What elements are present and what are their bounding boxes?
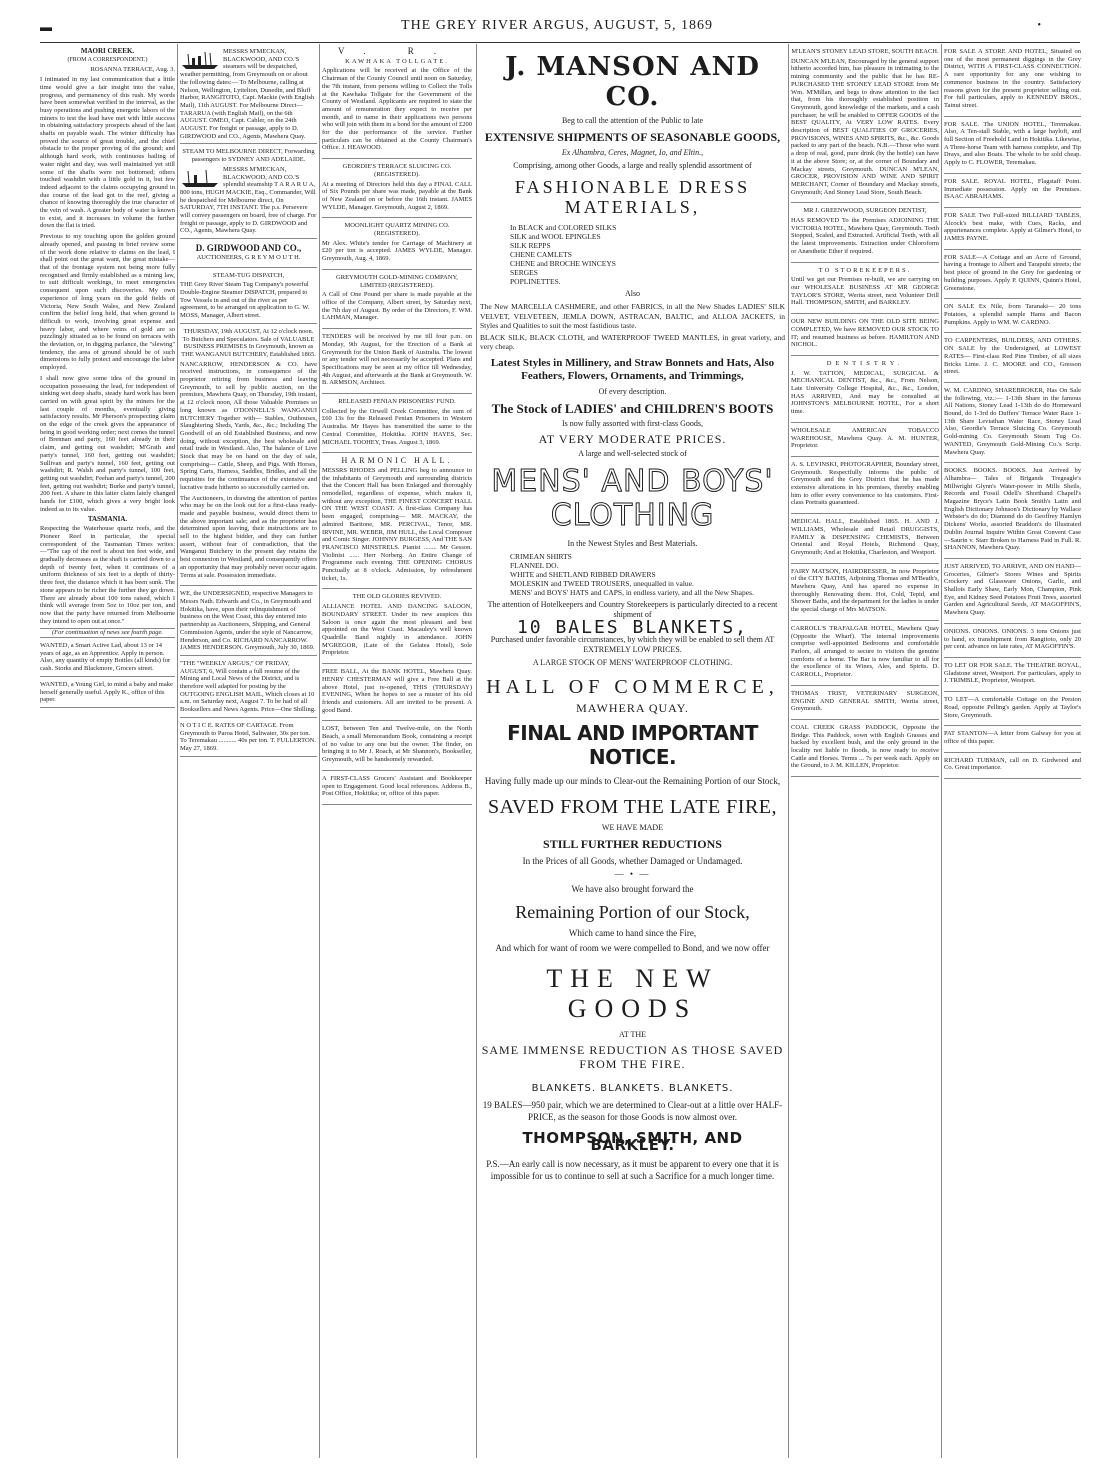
ad-heading: RELEASED FENIAN PRISONERS' FUND. bbox=[338, 398, 456, 406]
ad-text: TO LET OR FOR SALE. The THEATRE ROYAL, Gladstone street, Westport. For particulars, apply to J. TRIMBLE, Proprietor, Westport. bbox=[944, 662, 1081, 685]
ad-heading: The Stock of LADIES' and CHILDREN'S BOOTS bbox=[491, 400, 774, 416]
ad-text: THE Grey River Steam Tug Company's powerful Double-Engine Steamer DISPATCH, prepared to Tow Vessels in and out of the river as per agreement, to be arranged on application to G. W. MOSS, Manager, Albert street. bbox=[180, 281, 310, 320]
ad-line: Is now fully assorted with first-class Goods, bbox=[561, 418, 704, 428]
ad-text: FOR SALE A STORE AND HOTEL, Situated on one of the most permanent diggings in the Grey District, WITH A FIRST-CLASS CONNECTION. A rare opportunity for any one wishing to commence business in the country. Satisfactory reasons given for the present proprietor selling out. For full particulars, apply to KENNEDY BROS., Tainui street. bbox=[944, 48, 1081, 109]
ad-richard-tubman bbox=[944, 755, 1081, 779]
ad-heading: KAWHAKA TOLLGATE. bbox=[345, 57, 449, 65]
ad-books bbox=[944, 465, 1081, 559]
ad-pat-stanton bbox=[944, 728, 1081, 752]
ad-text: ONIONS. ONIONS. ONIONS. 3 tons Onions just to hand, ex transhipment from Rangitoto, only 20 per cent. advance on late rates, AT MAGOFFIN'S. bbox=[944, 627, 1081, 651]
ad-storekeepers bbox=[791, 265, 939, 315]
ad-paragraph: The New MARCELLA CASHMERE, and other FABRICS, in all the New Shades LADIES' SILK VELVET, VELVETEEN, JEMLA DOWN, ASTRACAN, BALTIC, and ALLOA JACKETS, in Styles and Qualities to suit the most fastidious taste. bbox=[480, 302, 785, 330]
list-item: FLANNEL DO. bbox=[510, 560, 559, 570]
ad-text: WANTED, a Young Girl, to mind a baby and make herself generally useful. Apply K., office of this paper. bbox=[40, 680, 173, 704]
ad-heading: STILL FURTHER REDUCTIONS bbox=[543, 837, 722, 852]
ad-text: WE, the UNDERSIGNED, respective Managers to Messrs Nath. Edwards and Co., in Greymouth and Hokitika, have, upon their relinquishment of business on the West Coast, this day entered into partnership as Auctioneers, Shipping, and General Commission Agents, under the style of Nancarrow, Henderson, and Co. RICHARD NANCARROW. JAMES HENDERSON. Greymouth, July 30, 1869. bbox=[180, 590, 315, 652]
ad-dentistry bbox=[791, 358, 939, 423]
ad-onions bbox=[944, 626, 1081, 658]
article-subheading: (FROM A CORRESPONDENT.) bbox=[67, 56, 148, 63]
ad-text: MESSRS RHODES and PELLING beg to announce to the inhabitants of Greymouth and surrounding districts that the Concert Hall has been Enlarged and thoroughly remodelled, regardless of expense, which makes it, without any exception, THE FINEST CONCERT HALL ON THE WEST COAST. A first-class Company has been engaged, comprising— MR. MACKAY, the admired Baritone, MR. PERCIVAL, Tenor, MR. IRVINE, MR. WEBER, JIM HULL, the Local Composer and Comic Singer. JOHNNY BURGESS, And THE SAN FRANCISCO MINSTRELS. Pianist ........ Mr Gesson. Violinist ...... Herr Norberg. An Entire Change of Programme each evening. THE OPENING CHORUS Punctually at 8 o'clock. Admission, by refreshment ticket, 1s. bbox=[322, 466, 472, 582]
column-divider bbox=[788, 44, 789, 1458]
ad-hairdresser bbox=[791, 566, 939, 621]
ad-line: MAWHERA QUAY. bbox=[576, 701, 689, 716]
ad-medical-hall bbox=[791, 516, 939, 564]
ad-text: MESSRS M'MECKAN, BLACKWOOD, AND CO.'S splendid steamship T A R A R U A, 800 tons, HUGH MACKIE, Esq., Commander, Will be despatched for Melbourne direct, On SATURDAY, 7TH INSTANT. The p.s. Persevere will convey passengers on board, free of charge. For freight or passage, apply to D. GIRDWOOD and CO., Agents, Mawhera Quay. bbox=[180, 165, 317, 235]
ad-trafalgar-hotel bbox=[791, 623, 939, 686]
ad-text: A Call of One Pound per share is made payable at the office of the Company, Albert street, by Saturday next, the 7th day of August. By order of the Directors, F. WM. LAHMAN, Manager. bbox=[322, 291, 472, 322]
ad-text: ON SALE Ex Nile, from Taranaki— 20 tons Potatoes, a splendid sample Hams and Bacon Pumpkins. Apply to WM. W. CARDNO. bbox=[944, 303, 1081, 326]
column-shipping bbox=[180, 46, 317, 1458]
article-paragraph: Respecting the Waterhouse quartz reefs, and the Pioneer Reef in particular, the special correspondent of the Tasmanian Times writes:—"The cap of the reef is about ten feet wide, and gradually decreases as the shaft is carried down to a depth of twenty feet, when it continues of a uniform thickness of six feet to a depth of thirty-three feet, the distance which it has been sunk. The stone appears to be richer the further they go down. There are already about 100 tons raised, which I think will average from 5oz to 10oz per ton, and now that the party have returned from Melbourne they intend to open out at once." bbox=[40, 525, 175, 625]
ad-text: Mr Alex. White's tender for Carriage of Machinery at £20 per ton is accepted. JAMES WYLDE, Manager. Greymouth, Aug. 4, 1869. bbox=[322, 239, 472, 263]
ad-line: Also bbox=[624, 289, 641, 298]
ad-lost-book bbox=[322, 723, 472, 771]
ad-text: PAT STANTON—A letter from Galway for you at office of this paper. bbox=[944, 730, 1081, 745]
ad-heading: GEORDIE'S TERRACE SLUICING CO. (REGISTERED). bbox=[342, 163, 452, 178]
fabric-list bbox=[510, 223, 785, 286]
ad-sharebroker bbox=[944, 385, 1081, 463]
ad-on-sale-potatoes bbox=[944, 301, 1081, 333]
ad-heading-saved: SAVED FROM THE LATE FIRE, bbox=[487, 796, 777, 819]
ad-for-sale-billiards bbox=[944, 210, 1081, 250]
ad-text: THOMAS TRIST, VETERINARY SURGEON, ENGINE AND GENERAL SMITH, Werita street, Greymouth. bbox=[791, 689, 939, 713]
ad-title-manson: J. MANSON AND CO. bbox=[505, 52, 760, 112]
ad-heading: HARMONIC HALL. bbox=[341, 456, 453, 466]
ad-heading: THURSDAY, 19th AUGUST, At 12 o'clock noon. To Butchers and Speculators. Sale of VALUABLE BUSINESS PREMISES In Greymouth, known as THE WANGANUI BUTCHERY, Established 1865. bbox=[181, 327, 316, 358]
ad-line: Ex Alhambra, Ceres, Magnet, Io, and Eltin., bbox=[561, 148, 704, 157]
ornament-divider: — • — bbox=[614, 869, 651, 880]
ad-line: In the Prices of all Goods, whether Damaged or Undamaged. bbox=[522, 856, 743, 867]
ad-heading: EXTENSIVE SHIPMENTS OF SEASONABLE GOODS, bbox=[484, 130, 781, 144]
masthead-rule bbox=[40, 42, 1080, 43]
ad-steam-melbourne bbox=[180, 146, 317, 239]
ad-text: The Auctioneers, in drawing the attention of parties who may be on the look out for a first-class ready-made and payable business, would direct them to the above important sale; and as the proprietor has determined upon leaving, their instructions are to sell to the highest bidder, and they can further assert, without fear of contradiction, that the Wanganui Butchery in the present day retains the best connexion in Westland, and consequently offers an opportunity that may probably never occur again. Terms at sale. Possession immediate. bbox=[180, 494, 317, 579]
ad-text: LOST, between Ten and Twelve-mile, on the North Beach, a small Memorandum Book, containing a receipt of no value to any one but the owner. The finder, on bringing it to Mr J. Roach, at Mr Shannon's, Bookseller, Greymouth, will be handsomely rewarded. bbox=[322, 725, 472, 764]
ad-heading: MR J. GREENWOOD, SURGEON DENTIST, bbox=[803, 207, 927, 215]
ad-text: FOR SALE. The UNION HOTEL, Teremakau. Also, A Ten-stall Stable, with a large hayloft, and full Section of Freehold Land in Hokitika. Likewise, A Three-horse Team with harness complete, and Tip Drays, and also Boats. The whole to be sold cheap. Apply to C. FLOWER, Teremakau. bbox=[944, 120, 1081, 167]
ad-text: A FIRST-CLASS Grocers' Assistant and Bookkeeper open to Engagement. Good local references. Address B., Post Office, Hokitika; or, office of this paper. bbox=[322, 774, 472, 798]
steamship-icon bbox=[180, 49, 220, 71]
ad-theatre-royal bbox=[944, 660, 1081, 692]
column-notices bbox=[322, 46, 472, 1458]
column-for-sale bbox=[944, 46, 1081, 1458]
ad-line: We have also brought forward the bbox=[571, 883, 694, 894]
ad-heading: AT VERY MODERATE PRICES. bbox=[538, 431, 727, 446]
ad-grocers-assistant bbox=[322, 773, 472, 805]
list-item: CRIMEAN SHIRTS bbox=[510, 551, 572, 561]
ad-heading: MOONLIGHT QUARTZ MINING CO. (REGISTERED). bbox=[344, 222, 450, 238]
ad-text: HAS REMOVED To the Premises ADJOINING THE VICTORIA HOTEL, Mawhera Quay, Greymouth. Teeth Stopped, Scaled, and Extracted. Artificial Teeth, with all the latest improvements. Extraction under Chloroform or Anæsthetic Ether if required. bbox=[791, 217, 939, 255]
masthead-dot: • bbox=[1037, 20, 1042, 31]
ad-paragraph: BLACK SILK, BLACK CLOTH, and WATERPROOF TWEED MANTLES, in great variety, and very cheap. bbox=[480, 332, 785, 351]
ad-line: Purchased under favorable circumstances, by which they will be enabled to sell them AT EXTREMELY LOW PRICES. bbox=[490, 635, 775, 655]
ad-photographer bbox=[791, 459, 939, 514]
list-item: In BLACK and COLORED SILKS bbox=[510, 223, 617, 232]
ad-heading: M'LEAN'S STONEY LEAD STORE, SOUTH BEACH. bbox=[791, 48, 939, 55]
ad-heading: STEAM TO MELBOURNE DIRECT, Forwarding passengers to SYDNEY AND ADELAIDE. bbox=[182, 148, 315, 164]
ad-text: JUST ARRIVED, TO ARRIVE, AND ON HAND— Groceries, Gilmer's Stores Wines and Spirits Crockery and Glassware Onions, Garlic, and Shallots Early Shaw, Early Mon, Champion, Pink Eye, and Kidney Seed Potatoes Fruit Trees, assorted Garden and Agricultural Seeds, AT MAGOFFIN'S, Mawhera Quay. bbox=[944, 562, 1081, 617]
ad-text: J. W. TATTON, MEDICAL, SURGICAL & MECHANICAL DENTIST, &c., &c., From Nelson, Late University College Hospital, &c., &c., London, HAS ARRIVED, And may be consulted at JOHNSTON'S MELBOURNE HOTEL, For a short time. bbox=[791, 369, 939, 416]
ad-steam-tug bbox=[180, 270, 317, 324]
column-manson-ad bbox=[480, 46, 785, 1458]
ad-for-sale-royal-hotel bbox=[944, 176, 1081, 208]
ad-wanted-girl bbox=[40, 679, 175, 708]
ad-text: A. S. LEVINSKI, PHOTOGRAPHER, Boundary street, Greymouth. Respectfully informs the public of Greymouth and the Grey District that he has made extensive alterations in his premises, thereby enabling him to offer every convenience to his customers. First-class Portraits guaranteed. bbox=[791, 460, 939, 507]
ad-carpenters bbox=[944, 335, 1081, 383]
ad-heading: TO STOREKEEPERS. bbox=[818, 266, 912, 274]
ad-line: A large and well-selected stock of bbox=[578, 448, 687, 458]
ad-mckean-steamers bbox=[180, 46, 317, 144]
ad-heading: SAME IMMENSE REDUCTION AS THOSE SAVED FROM THE FIRE. bbox=[481, 1042, 784, 1071]
ad-harmonic-hall bbox=[322, 455, 472, 589]
list-item: WHITE and SHETLAND RIBBED DRAWERS bbox=[510, 569, 656, 579]
article-paragraph: I intimated in my last communication that a little time would give a fair insight into the value, progress, and permanency of this rush. My words have been somewhat verified in the interval, as the busy operations and pushing energetic labors of the miners to test the lead have met with little success in obtaining satisfactory prospects ahead of the last shafts on payable wash. The winter difficulty has proved the source of great trouble, and the chief obstacle to the proper proving of the ground; and although hard work, with continuous bailing of water night and day, was well maintained yet still some of the shafts were not bottomed; others touched washdirt with a little gold in it, but few indeed adjacent to the claims occupying ground in due course of the lead got to the reef, giving a chance of knowing thoroughly the true character of the vein of wash. A greater body of water is known to exist, and it increases in volume the further down the flat is tried. bbox=[40, 76, 175, 230]
ad-moonlight-quartz bbox=[322, 220, 472, 270]
ad-line: WE HAVE MADE bbox=[601, 823, 664, 833]
ad-heading: D. GIRDWOOD AND CO., bbox=[195, 243, 302, 254]
ad-line: 19 BALES—950 pair, which we are determined to Clear-out at a little over HALF-PRICE, as the season for those Goods is now almost over. bbox=[482, 1099, 783, 1122]
ad-text: FOR SALE—A Cottage and an Acre of Ground, having a frontage to Albert and Tarapuhi streets; the best piece of ground in the Grey for gardening or building purposes. Apply P. QUINN, Quinn's Hotel, Greenstone. bbox=[944, 253, 1081, 292]
ad-for-sale-store bbox=[944, 46, 1081, 117]
ad-heading-final-notice: FINAL AND IMPORTANT NOTICE. bbox=[507, 721, 758, 770]
list-item: SERGES bbox=[510, 268, 538, 277]
steamship-icon bbox=[180, 167, 220, 189]
ad-text: COAL CREEK GRASS PADDOCK, Opposite the Bridge. This Paddock, sown with English Grasses and backed by excellent bush, and the only ground in the locality not liable to floods, is now ready to receive Cattle and Horses. Terms ... 7s per week each. Apply on the Ground, to J. M. KILLEN, Proprietor. bbox=[791, 723, 939, 770]
ad-tenders bbox=[322, 331, 472, 394]
ad-text: FAIRY MATSON, HAIRDRESSER, In now Proprietor of the CITY BATHS, Adjoining Thomas and M'Beath's, Mawhera Quay, And has spared no expense in thoroughly Renovating them. Hot, Cold, Tepid, and Shower Baths, and the department for the ladies is under the special charge of Mrs MATSON. bbox=[791, 567, 939, 614]
ad-text: TO LET—A comfortable Cottage on the Preston Road, opposite Pelling's garden. Apply at Taylor's Store, Greymouth. bbox=[944, 696, 1081, 719]
ad-text: WHOLESALE AMERICAN TOBACCO WAREHOUSE, Mawhera Quay. A. M. HUNTER, Proprietor. bbox=[791, 426, 939, 450]
column-trades bbox=[791, 46, 939, 1458]
ad-text: TENDERS will be received by me till four p.m. on Monday, 9th August, for the Erection of a Bank at Greymouth for the Union Bank of Australia. The lowest or any tender will not necessarily be accepted. Plans and Specifications may be seen at my office till Wednesday, 4th August, and afterwards at the Bank at Greymouth. W. B. ARMSON, Architect. bbox=[322, 333, 472, 387]
ad-text: AUCTIONEERS, G R E Y M O U T H. bbox=[196, 253, 301, 261]
ad-text: FOR SALE Two Full-sized BILLIARD TABLES, Alcock's best make, with Cues, Racks, and appurtenances complete. Apply at Gilmer's Hotel, to JAMES PAYNE. bbox=[944, 211, 1081, 243]
ad-tollgate bbox=[322, 46, 472, 159]
ad-partnership bbox=[180, 588, 317, 656]
ad-fenian-fund bbox=[322, 396, 472, 453]
ad-text: CARROLL'S TRAFALGAR HOTEL, Mawhera Quay (Opposite the Wharf). The internal improvements comprise well-appointed Bedrooms and comfortable Parlors, all arranged to secure to visitors the genuine comforts of a home. The Bar is now familiar to all for the excellence of its Wines, Ales, and Spirits. D. CARROLL, Proprietor. bbox=[791, 624, 939, 679]
masthead-dash: ▬ bbox=[40, 20, 53, 34]
list-item: MOLESKIN and TWEED TROUSERS, unequalled in value. bbox=[510, 578, 694, 588]
ad-heading: STEAM-TUG DISPATCH, bbox=[212, 271, 285, 279]
column-divider bbox=[177, 44, 178, 1458]
ad-text: Collected by the Orwell Creek Committee, the sum of £60 13s for the Released Fenian Prisoners in Western Australia. Mr Hayes has transmitted the same to the Central Committee, Hokitika. JOHN HAYES, Sec. MICHAEL TOOHEY, Treas. August 3, 1869. bbox=[322, 407, 472, 446]
list-item: SILK REPPS bbox=[510, 241, 551, 250]
ad-line: The attention of Hotelkeepers and Country Storekeepers is particularly directed to a recent shipment of bbox=[487, 599, 778, 619]
ad-line: In the Newest Styles and Best Materials. bbox=[567, 538, 698, 548]
ad-line: AT THE bbox=[618, 1029, 647, 1039]
article-heading-tasmania: TASMANIA. bbox=[87, 515, 128, 524]
ad-tobacco bbox=[791, 425, 939, 457]
ad-text: N O T I C E. RATES OF CARTAGE. From Greymouth to Paroa Hotel, Saltwater, 30s per ton. To Teremakau ........... 40s per ton. T. FULLERTON. May 27, 1869. bbox=[180, 721, 316, 752]
ad-hamilton-nichol bbox=[791, 316, 939, 356]
ad-signature: THOMPSON, SMITH, AND BARKLEY. bbox=[522, 1128, 743, 1155]
ad-for-sale-cottage bbox=[944, 252, 1081, 300]
ad-to-let-cottage bbox=[944, 694, 1081, 726]
ad-text: OUR NEW BUILDING ON THE OLD SITE BEING COMPLETED, We have REMOVED OUR STOCK TO IT; and resumed business as before. HAMILTON AND NICHOL. bbox=[791, 318, 939, 349]
ad-line: A LARGE STOCK OF MENS' WATERPROOF CLOTHING. bbox=[532, 658, 733, 668]
masthead bbox=[0, 0, 1114, 44]
ad-line: Comprising, among other Goods, a large and really splendid assortment of bbox=[513, 161, 752, 170]
ad-greenwood-dentist bbox=[791, 205, 939, 262]
ad-text: BOOKS. BOOKS. BOOKS. Just Arrived by Alhambra— Tales of Brigands Tregeagle's Millwright Glynn's Water-power in Mills Sheils, Records and Fossil Odell's Shorthand Chapell's Magazine Bryce's Latin Book Smith's Latin and English Dictionary Johnson's Dictionary by Wallace Webster's do do; Diamond do do Geoffrey Hamlyn Dickens' Works, assorted Braddon's do Illustrated Dublin Journal Inquire Within Great Convent Case—Saurin v. Starr Broken to Harness Paid in Full. R. SHANNON, Mawhera Quay. bbox=[944, 467, 1081, 552]
ad-text: At a meeting of Directors held this day a FINAL CALL of Six Pounds per share was made, payable at the Bank of New Zealand on or before the 16th instant. JAMES WYLDE, Manager. Greymouth, August 2, 1869. bbox=[322, 180, 472, 211]
ad-heading-hall-of-commerce: HALL OF COMMERCE, bbox=[486, 676, 779, 699]
ad-heading: FASHIONABLE DRESS MATERIALS, bbox=[514, 177, 751, 217]
column-divider bbox=[319, 44, 320, 1458]
list-item: MENS' and BOYS' HATS and CAPS, in endless variety, and all the New Shapes. bbox=[510, 587, 754, 597]
ad-line: Having fully made up our minds to Clear-out the Remaining Portion of our Stock, bbox=[484, 776, 781, 787]
ad-heading-bales: 10 BALES BLANKETS, bbox=[516, 616, 749, 638]
clothing-list bbox=[510, 552, 785, 597]
ad-text: ALLIANCE HOTEL AND DANCING SALOON, BOUNDARY STREET. Under its new auspices this Saloon is once again the most pleasant and best appointed on the West Coast. Macauley's well known Quadrille Band nightly in attendance. JOHN M'GREGOR, (Late of the Gelatea Hotel), Sole Proprietor. bbox=[322, 603, 472, 657]
ad-text: W. M. CARDNO, SHAREBROKER, Has On Sale the following, viz.:— 1-13th Share in the famous All Nations, Stoney Lead 1-13th do do Homeward Bound, do 1-3rd do Duffers' Terrace Water Race 1-13th Share Leviathan Water Race, Stoney Lead Also, Geordie's Terrace Sluicing Co. Greymouth Gold-mining Co. Greymouth Steam Tug Co. WANTED, Greymouth Gold-Mining Co.'s Scrip. Mawhera Quay. bbox=[944, 386, 1081, 456]
ad-line: Beg to call the attention of the Public to late bbox=[561, 116, 704, 125]
ad-veterinary bbox=[791, 688, 939, 720]
ad-text: RICHARD TUBMAN, call on D. Girdwood and Co. Great importance. bbox=[944, 756, 1081, 772]
ad-line: Of every description. bbox=[598, 386, 667, 396]
ad-heading-clothing: MENS' AND BOYS' CLOTHING bbox=[491, 463, 774, 533]
article-paragraph: Previous to my touching upon the golden ground already opened, and passing in brief review some of the work done relative to claims on the lead, I shall point out the great want, the great mistake—that of the frontage system not being more fully recognised and firmly established as a mining law, to suit difficult workings, to meet emergencies consequent upon such discoveries. My own experience of long years on the gold fields of Victoria, New South Wales, and New Zealand confirm the belief long held, that when ground is difficult to work, involving great expense and heavy labor, and where veins of gold are so puzzlingly situated as to be found on terraces with the deviation, or, in digging parlance, the "slewing" tendency, the area of ground should be of such dimensions to fully protect and encourage the labor employed. bbox=[40, 233, 175, 372]
list-item: POPLINETTES. bbox=[510, 277, 561, 286]
ad-grass-paddock bbox=[791, 722, 939, 777]
ad-text: DUNCAN M'LEAN, Encouraged by the general support hitherto accorded him, has pleasure in intimating to the mining community and the public that he has RE-PURCHASED THE STONEY LEAD STORE from Mr Wm. M'Millan, and begs to draw attention to the fact that, from his thoroughly established position in Greymouth, good knowledge of the markets, and a cash purchaser, he will be enabled to OFFER GOODS of the BEST QUALITY, At VERY LOW RATES. Every description of BEST QUALITIES OF GROCERIES, PROVISIONS, WINES AND SPIRITS, &c., &c. Goods packed to any part of the beach. N.B.—Those who want a drop of real, good, pure drink (by the bottle) can have it at the above Store; or, at the corner of Boundary and Mackay streets, Greymouth. DUNCAN M'LEAN, GROCER, PROVISION AND WINE AND SPIRIT MERCHANT, Corner of Boundary and Mackay streets, Greymouth; And Stoney Lead Store, South Beach. bbox=[791, 57, 939, 196]
ad-line: P.S.—An early call is now necessary, as it must be apparent to every one that it is impossible for us to continue to sell at such a Sacrifice for a much longer time. bbox=[486, 1159, 779, 1182]
list-item: CHENE and BROCHE WINCEYS bbox=[510, 259, 616, 268]
article-paragraph: I shall now give some idea of the ground in occupation possessing the lead, for independent of sinking wet deep shafts, steady hard work has been carried on with great spirit by the miners for the last couple of months, eventually giving satisfactory results. Mr Pherson's prospecting claim on the edge of the creek gives the appearance of being in good working order; next comes the tunnel of Brennan and party, 160 feet already in their claim, and getting out washdirt; M'Grath and party's tunnel, 160 feet, getting out washdirt; Sullivan and party's tunnel, 160 feet, getting out washdirt; R. Walsh and party's tunnel, 100 feet, getting out washdirt; Feehan and party's tunnel, 200 feet, getting out washdirt; Burke and party's tunnel, 200 feet. A share in this latter claim lately changed hands for £100, which gives a very bright look indeed as to its value. bbox=[40, 374, 175, 513]
ad-old-glories bbox=[322, 591, 472, 664]
ad-heading: GREYMOUTH GOLD-MINING COMPANY, LIMITED (REGISTERED). bbox=[336, 273, 458, 289]
list-item: SILK and WOOL EPINGLES bbox=[510, 232, 601, 241]
ad-wanted-lad bbox=[40, 640, 175, 677]
newspaper-title: THE GREY RIVER ARGUS, AUGUST, 5, 1869 bbox=[401, 18, 713, 33]
ad-text: Until we get our Premises re-built, we are carrying on our WHOLESALE BUSINESS AT MR GEORGE TAYLOR'S STORE, Werita street, next Volunteer Drill Hall. THOMPSON, SMITH, and BARKLEY. bbox=[791, 276, 939, 307]
ad-line: And which for want of room we were compelled to Bond, and we now offer bbox=[495, 942, 770, 953]
ad-line: Which came to hand since the Fire, bbox=[568, 927, 697, 938]
ad-text: NANCARROW, HENDERSON & CO. have received instructions, in consequence of the proprietor retiring from business and leaving Greymouth, to sell by public auction, on the premises, Mawhera Quay, on Thursday, 19th instant, at 12 o'clock noon, All those Valuable Premises so long known as O'DONNELL'S WANGANUI BUTCHERY Together with— Stables, Outhouses, Slaughtering Sheds, Yards, &c., &c.; Including The Goodwill of an old Established Business, and now doing, without exception, the best wholesale and retail trade in Westland. Also, The balance of Live Stock that may be on hand on the day of sale, comprising— Cattle, Sheep, and Pigs. With Horses, Spring Carts, Harness, Saddles, Bridles, and all the requisites for the continuance of the extensive and lucrative trade hitherto so successfully carried on. bbox=[180, 360, 317, 491]
column-divider bbox=[476, 44, 477, 1458]
ad-text: "THE "WEEKLY ARGUS," OF FRIDAY, AUGUST, 6, Will contain a full resume of the Mining and Local News of the District, and is therefore well adapted for posting by the OUTGOING ENGLISH MAIL, Which closes at 10 a.m. on Saturday next, August 7. To be had of all Booksellers and News Agents. Price—One Shilling. bbox=[180, 659, 316, 714]
ad-text: Applications will be received at the Office of the Chairman of the County Council until noon on Saturday, the 7th instant, from persons willing to Collect the Tolls at the Kawhaka Tollgate for the Government of the County of Westland. Applicants are required to state the amount of remuneration they expect to receive per month, and to name in their applications two persons who will join with them in a bond for the amount of £200 for the due performance of the service. Further particulars can be obtained at the County Chairman's Office. J. HEAWOOD. bbox=[322, 67, 472, 152]
ad-just-arrived bbox=[944, 561, 1081, 624]
ad-text: FREE BALL, At the BANK HOTEL, Mawhera Quay. HENRY CHESTERMAN will give a Free Ball at the above Hotel, just re-opened, THIS (THURSDAY) EVENING, When he hopes to see a muster of his old friends and customers. All are invited to be present. A good Band. bbox=[322, 668, 472, 714]
ad-mclean-store bbox=[791, 46, 939, 203]
ad-wanganui-butchery bbox=[180, 326, 317, 587]
continuation-note: (For continuation of news see fourth page. bbox=[40, 628, 175, 638]
ad-heading: DENTISTRY. bbox=[826, 359, 904, 367]
ad-cartage-notice bbox=[180, 720, 317, 757]
ad-heading-new-goods: THE NEW GOODS bbox=[546, 963, 719, 1023]
ad-greymouth-gold bbox=[322, 272, 472, 329]
ad-free-ball bbox=[322, 666, 472, 721]
column-news bbox=[40, 46, 175, 1458]
article-heading-maori-creek: MAORI CREEK. bbox=[80, 47, 135, 55]
ad-heading-remaining: Remaining Portion of our Stock, bbox=[515, 901, 750, 922]
ad-text: MESSRS M'MECKAN, BLACKWOOD, AND CO.'S steamers will be despatched, weather permitting, from Greymouth on or about the following dates:— To Melbourne, calling at Nelson, Wellington, Lyttelton, Dunedin, and Bluff Harbor, RANGITOTO, Capt. Mackie (with English Mail), 11th AUGUST. For Melbourne Direct— TARARUA (with English Mail), on the 6th AUGUST. OMEO, Capt. Cabler, on the 24th AUGUST. For freight or passage, apply to D. GIRDWOOD and CO., Agents, Mawhera Quay. bbox=[180, 48, 315, 140]
column-divider bbox=[941, 44, 942, 1458]
ad-text: MEDICAL HALL, Established 1865. H. AND J. WILLIAMS, Wholesale and Retail DRUGGISTS, FAMILY & DISPENSING CHEMISTS, Between Oriental and Royal Hotels, Richmond Quay, Greymouth; And at Hokitika, Charleston, and Westport. bbox=[791, 518, 939, 556]
ad-heading: THE OLD GLORIES REVIVED. bbox=[352, 593, 442, 601]
ad-geordie-sluicing bbox=[322, 161, 472, 218]
article-dateline: ROSANNA TERRACE, Aug. 3. bbox=[90, 66, 175, 74]
ad-girdwood bbox=[180, 241, 317, 267]
vr-mark: V. R. bbox=[337, 46, 457, 56]
ad-for-sale-union-hotel bbox=[944, 119, 1081, 174]
list-item: CHENE CAMLETS bbox=[510, 250, 572, 259]
ad-text: TO CARPENTERS, BUILDERS, AND OTHERS. ON SALE by the Undersigned, at LOWEST RATES— First-class Red Pine Timber, of all sizes Bricks Lime. J. C. MOORE and CO., Gresson street. bbox=[944, 337, 1081, 376]
ad-heading: Latest Styles in Millinery, and Straw Bonnets and Hats, Also Feathers, Flowers, Ornaments, and Trimmings, bbox=[490, 356, 775, 382]
ad-text: FOR SALE. ROYAL HOTEL, Flagstaff Point. Immediate possession. Apply on the Premises. ISAAC ABRAHAMS. bbox=[944, 177, 1081, 201]
ad-weekly-argus bbox=[180, 658, 317, 718]
ad-heading-blankets: BLANKETS. BLANKETS. BLANKETS. bbox=[531, 1082, 734, 1094]
ad-text: WANTED, a Smart Active Lad, about 13 or 14 years of age, as an Apprentice. Apply in person. Also, any quantity of empty Bottles (all kinds) for cash. Storks and Blackmore, Grocers street. bbox=[40, 642, 171, 673]
